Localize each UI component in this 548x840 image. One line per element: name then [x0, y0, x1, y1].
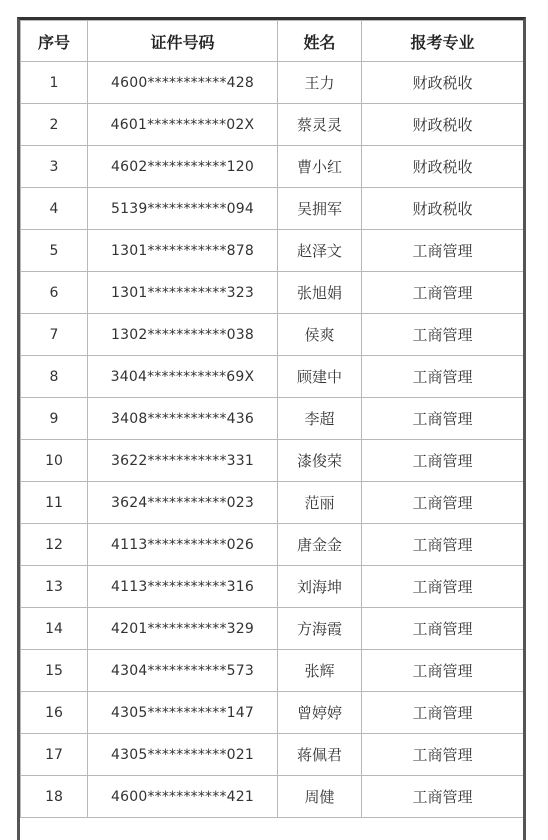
cell-major: 财政税收	[362, 146, 524, 188]
table-row	[21, 272, 524, 314]
table-row	[21, 314, 524, 356]
cell-major: 工商管理	[362, 692, 524, 734]
table-row	[21, 356, 524, 398]
cell-name: 蒋佩君	[278, 734, 362, 776]
cell-name: 张旭娟	[278, 272, 362, 314]
cell-id-number: 4304***********573	[88, 650, 278, 692]
cell-major: 财政税收	[362, 188, 524, 230]
cell-serial-number: 12	[21, 524, 88, 566]
cell-major: 工商管理	[362, 566, 524, 608]
table-row	[21, 188, 524, 230]
header-row	[21, 21, 524, 62]
header-major: 报考专业	[362, 21, 524, 62]
table-row	[21, 398, 524, 440]
cell-serial-number: 13	[21, 566, 88, 608]
cell-name: 李超	[278, 398, 362, 440]
cell-serial-number: 9	[21, 398, 88, 440]
cell-name: 方海霞	[278, 608, 362, 650]
cell-serial-number: 10	[21, 440, 88, 482]
cell-serial-number: 16	[21, 692, 88, 734]
cell-id-number: 3622***********331	[88, 440, 278, 482]
cell-id-number: 4600***********421	[88, 776, 278, 818]
cell-major: 工商管理	[362, 482, 524, 524]
header-name: 姓名	[278, 21, 362, 62]
cell-serial-number: 2	[21, 104, 88, 146]
cell-major: 财政税收	[362, 104, 524, 146]
table-row	[21, 692, 524, 734]
cell-name: 曾婷婷	[278, 692, 362, 734]
cell-major: 工商管理	[362, 608, 524, 650]
cell-id-number: 1301***********878	[88, 230, 278, 272]
cell-name: 范丽	[278, 482, 362, 524]
cell-id-number: 3624***********023	[88, 482, 278, 524]
cell-id-number: 1302***********038	[88, 314, 278, 356]
header-id-number: 证件号码	[88, 21, 278, 62]
cell-name: 王力	[278, 62, 362, 104]
cell-serial-number: 14	[21, 608, 88, 650]
cell-major: 工商管理	[362, 650, 524, 692]
cell-id-number: 3404***********69X	[88, 356, 278, 398]
cell-major: 工商管理	[362, 440, 524, 482]
cell-id-number: 4601***********02X	[88, 104, 278, 146]
cell-id-number: 4113***********026	[88, 524, 278, 566]
table-row	[21, 734, 524, 776]
cell-id-number: 3408***********436	[88, 398, 278, 440]
cell-name: 赵泽文	[278, 230, 362, 272]
cell-name: 曹小红	[278, 146, 362, 188]
cell-serial-number: 1	[21, 62, 88, 104]
cell-name: 吴拥军	[278, 188, 362, 230]
cell-serial-number: 3	[21, 146, 88, 188]
table-row	[21, 146, 524, 188]
cell-name: 唐金金	[278, 524, 362, 566]
cell-major: 工商管理	[362, 314, 524, 356]
cell-serial-number: 7	[21, 314, 88, 356]
cell-id-number: 1301***********323	[88, 272, 278, 314]
cell-name: 漆俊荣	[278, 440, 362, 482]
cell-major: 工商管理	[362, 734, 524, 776]
table-row	[21, 62, 524, 104]
cell-serial-number: 15	[21, 650, 88, 692]
table-row	[21, 650, 524, 692]
header-serial-number: 序号	[21, 21, 88, 62]
cell-name: 张辉	[278, 650, 362, 692]
cell-serial-number: 17	[21, 734, 88, 776]
cell-serial-number: 6	[21, 272, 88, 314]
cell-name: 侯爽	[278, 314, 362, 356]
cell-serial-number: 8	[21, 356, 88, 398]
table-row	[21, 230, 524, 272]
cell-major: 工商管理	[362, 230, 524, 272]
cell-major: 工商管理	[362, 776, 524, 818]
table-frame	[17, 17, 526, 840]
cell-id-number: 5139***********094	[88, 188, 278, 230]
table-row	[21, 440, 524, 482]
cell-major: 工商管理	[362, 398, 524, 440]
table-row	[21, 776, 524, 818]
table-body	[21, 62, 524, 818]
cell-major: 财政税收	[362, 62, 524, 104]
cell-id-number: 4602***********120	[88, 146, 278, 188]
table-row	[21, 524, 524, 566]
table-header	[21, 21, 524, 62]
cell-id-number: 4600***********428	[88, 62, 278, 104]
cell-id-number: 4113***********316	[88, 566, 278, 608]
cell-id-number: 4305***********021	[88, 734, 278, 776]
cell-name: 顾建中	[278, 356, 362, 398]
table-row	[21, 482, 524, 524]
cell-major: 工商管理	[362, 524, 524, 566]
cell-name: 蔡灵灵	[278, 104, 362, 146]
cell-serial-number: 5	[21, 230, 88, 272]
cell-name: 周健	[278, 776, 362, 818]
cell-major: 工商管理	[362, 356, 524, 398]
table-row	[21, 104, 524, 146]
table-row	[21, 566, 524, 608]
table-row	[21, 608, 524, 650]
cell-serial-number: 4	[21, 188, 88, 230]
cell-major: 工商管理	[362, 272, 524, 314]
cell-name: 刘海坤	[278, 566, 362, 608]
candidate-table	[20, 20, 524, 818]
cell-serial-number: 18	[21, 776, 88, 818]
cell-id-number: 4201***********329	[88, 608, 278, 650]
cell-serial-number: 11	[21, 482, 88, 524]
cell-id-number: 4305***********147	[88, 692, 278, 734]
